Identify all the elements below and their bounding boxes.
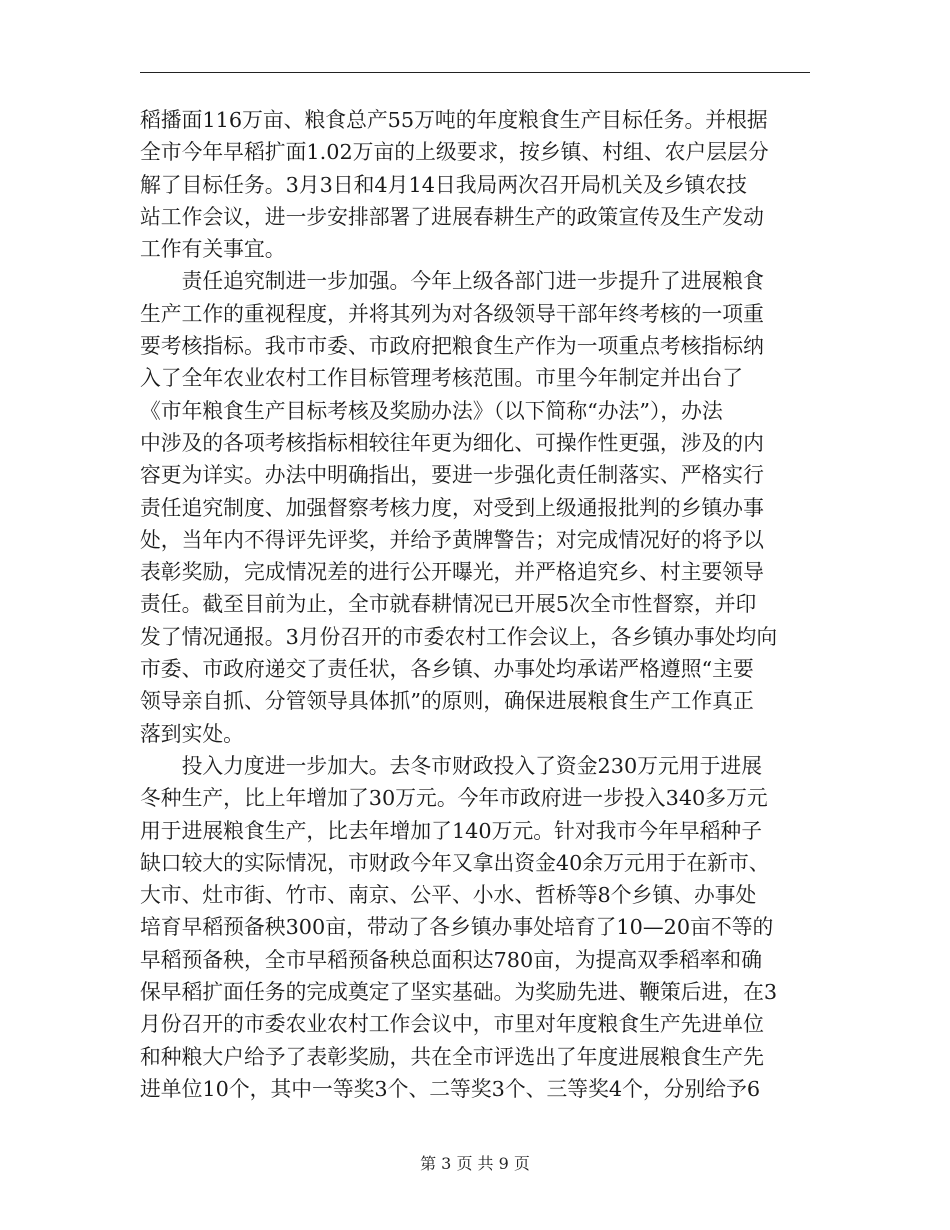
text-line: 生产工作的重视程度，并将其列为对各级领导干部年终考核的一项重 bbox=[140, 301, 764, 326]
text-line: 解了目标任务。3月3日和4月14日我局两次召开局机关及乡镇农技 bbox=[140, 172, 747, 197]
text-line: 责任追究制进一步加强。今年上级各部门进一步提升了进展粮食 bbox=[140, 269, 764, 294]
text-line: 月份召开的市委农业农村工作会议中，市里对年度粮食生产先进单位 bbox=[140, 1012, 764, 1037]
text-line: 发了情况通报。3月份召开的市委农村工作会议上，各乡镇办事处均向 bbox=[140, 624, 778, 649]
text-line: 全市今年早稻扩面1.02万亩的上级要求，按乡镇、村组、农户层层分 bbox=[140, 140, 769, 165]
text-line: 中涉及的各项考核指标相较往年更为细化、可操作性更强，涉及的内 bbox=[140, 430, 764, 455]
text-line: 处，当年内不得评先评奖，并给予黄牌警告；对完成情况好的将予以 bbox=[140, 527, 764, 552]
text-line: 表彰奖励，完成情况差的进行公开曝光，并严格追究乡、村主要领导 bbox=[140, 560, 764, 585]
text-line: 早稻预备秧，全市早稻预备秧总面积达780亩，为提高双季稻率和确 bbox=[140, 947, 763, 972]
text-line: 要考核指标。我市市委、市政府把粮食生产作为一项重点考核指标纳 bbox=[140, 334, 764, 359]
page-footer: 第 3 页 共 9 页 bbox=[420, 1154, 530, 1173]
text-line: 市委、市政府递交了责任状，各乡镇、办事处均承诺严格遵照“主要 bbox=[140, 657, 754, 682]
text-line: 冬种生产，比上年增加了30万元。今年市政府进一步投入340多万元 bbox=[140, 786, 768, 811]
text-line: 《市年粮食生产目标考核及奖励办法》（以下简称“办法”），办法 bbox=[140, 398, 723, 423]
text-line: 入了全年农业农村工作目标管理考核范围。市里今年制定并出台了 bbox=[140, 366, 744, 391]
text-line: 责任。截至目前为止，全市就春耕情况已开展5次全市性督察，并印 bbox=[140, 592, 757, 617]
text-line: 站工作会议，进一步安排部署了进展春耕生产的政策宣传及生产发动 bbox=[140, 204, 764, 229]
text-line: 缺口较大的实际情况，市财政今年又拿出资金40余万元用于在新市、 bbox=[140, 850, 770, 875]
header-rule bbox=[140, 72, 810, 73]
text-line: 和种粮大户给予了表彰奖励，共在全市评选出了年度进展粮食生产先 bbox=[140, 1044, 764, 1069]
text-line: 进单位10个，其中一等奖3个、二等奖3个、三等奖4个，分别给予6 bbox=[140, 1076, 761, 1101]
text-line: 责任追究制度、加强督察考核力度，对受到上级通报批判的乡镇办事 bbox=[140, 495, 764, 520]
text-line: 领导亲自抓、分管领导具体抓”的原则，确保进展粮食生产工作真正 bbox=[140, 689, 754, 714]
text-line: 大市、灶市街、竹市、南京、公平、小水、哲桥等8个乡镇、办事处 bbox=[140, 883, 757, 908]
text-line: 培育早稻预备秧300亩，带动了各乡镇办事处培育了10—20亩不等的 bbox=[140, 915, 774, 940]
text-line: 用于进展粮食生产，比去年增加了140万元。针对我市今年早稻种子 bbox=[140, 818, 763, 843]
text-line: 落到实处。 bbox=[140, 721, 244, 746]
text-line: 容更为详实。办法中明确指出，要进一步强化责任制落实、严格实行 bbox=[140, 463, 764, 488]
text-line: 稻播面116万亩、粮食总产55万吨的年度粮食生产目标任务。并根据 bbox=[140, 108, 768, 132]
text-line: 工作有关事宜。 bbox=[140, 237, 286, 262]
body-text bbox=[140, 104, 820, 1105]
text-line: 保早稻扩面任务的完成奠定了坚实基础。为奖励先进、鞭策后进，在3 bbox=[140, 980, 778, 1005]
text-line: 投入力度进一步加大。去冬市财政投入了资金230万元用于进展 bbox=[140, 753, 763, 778]
